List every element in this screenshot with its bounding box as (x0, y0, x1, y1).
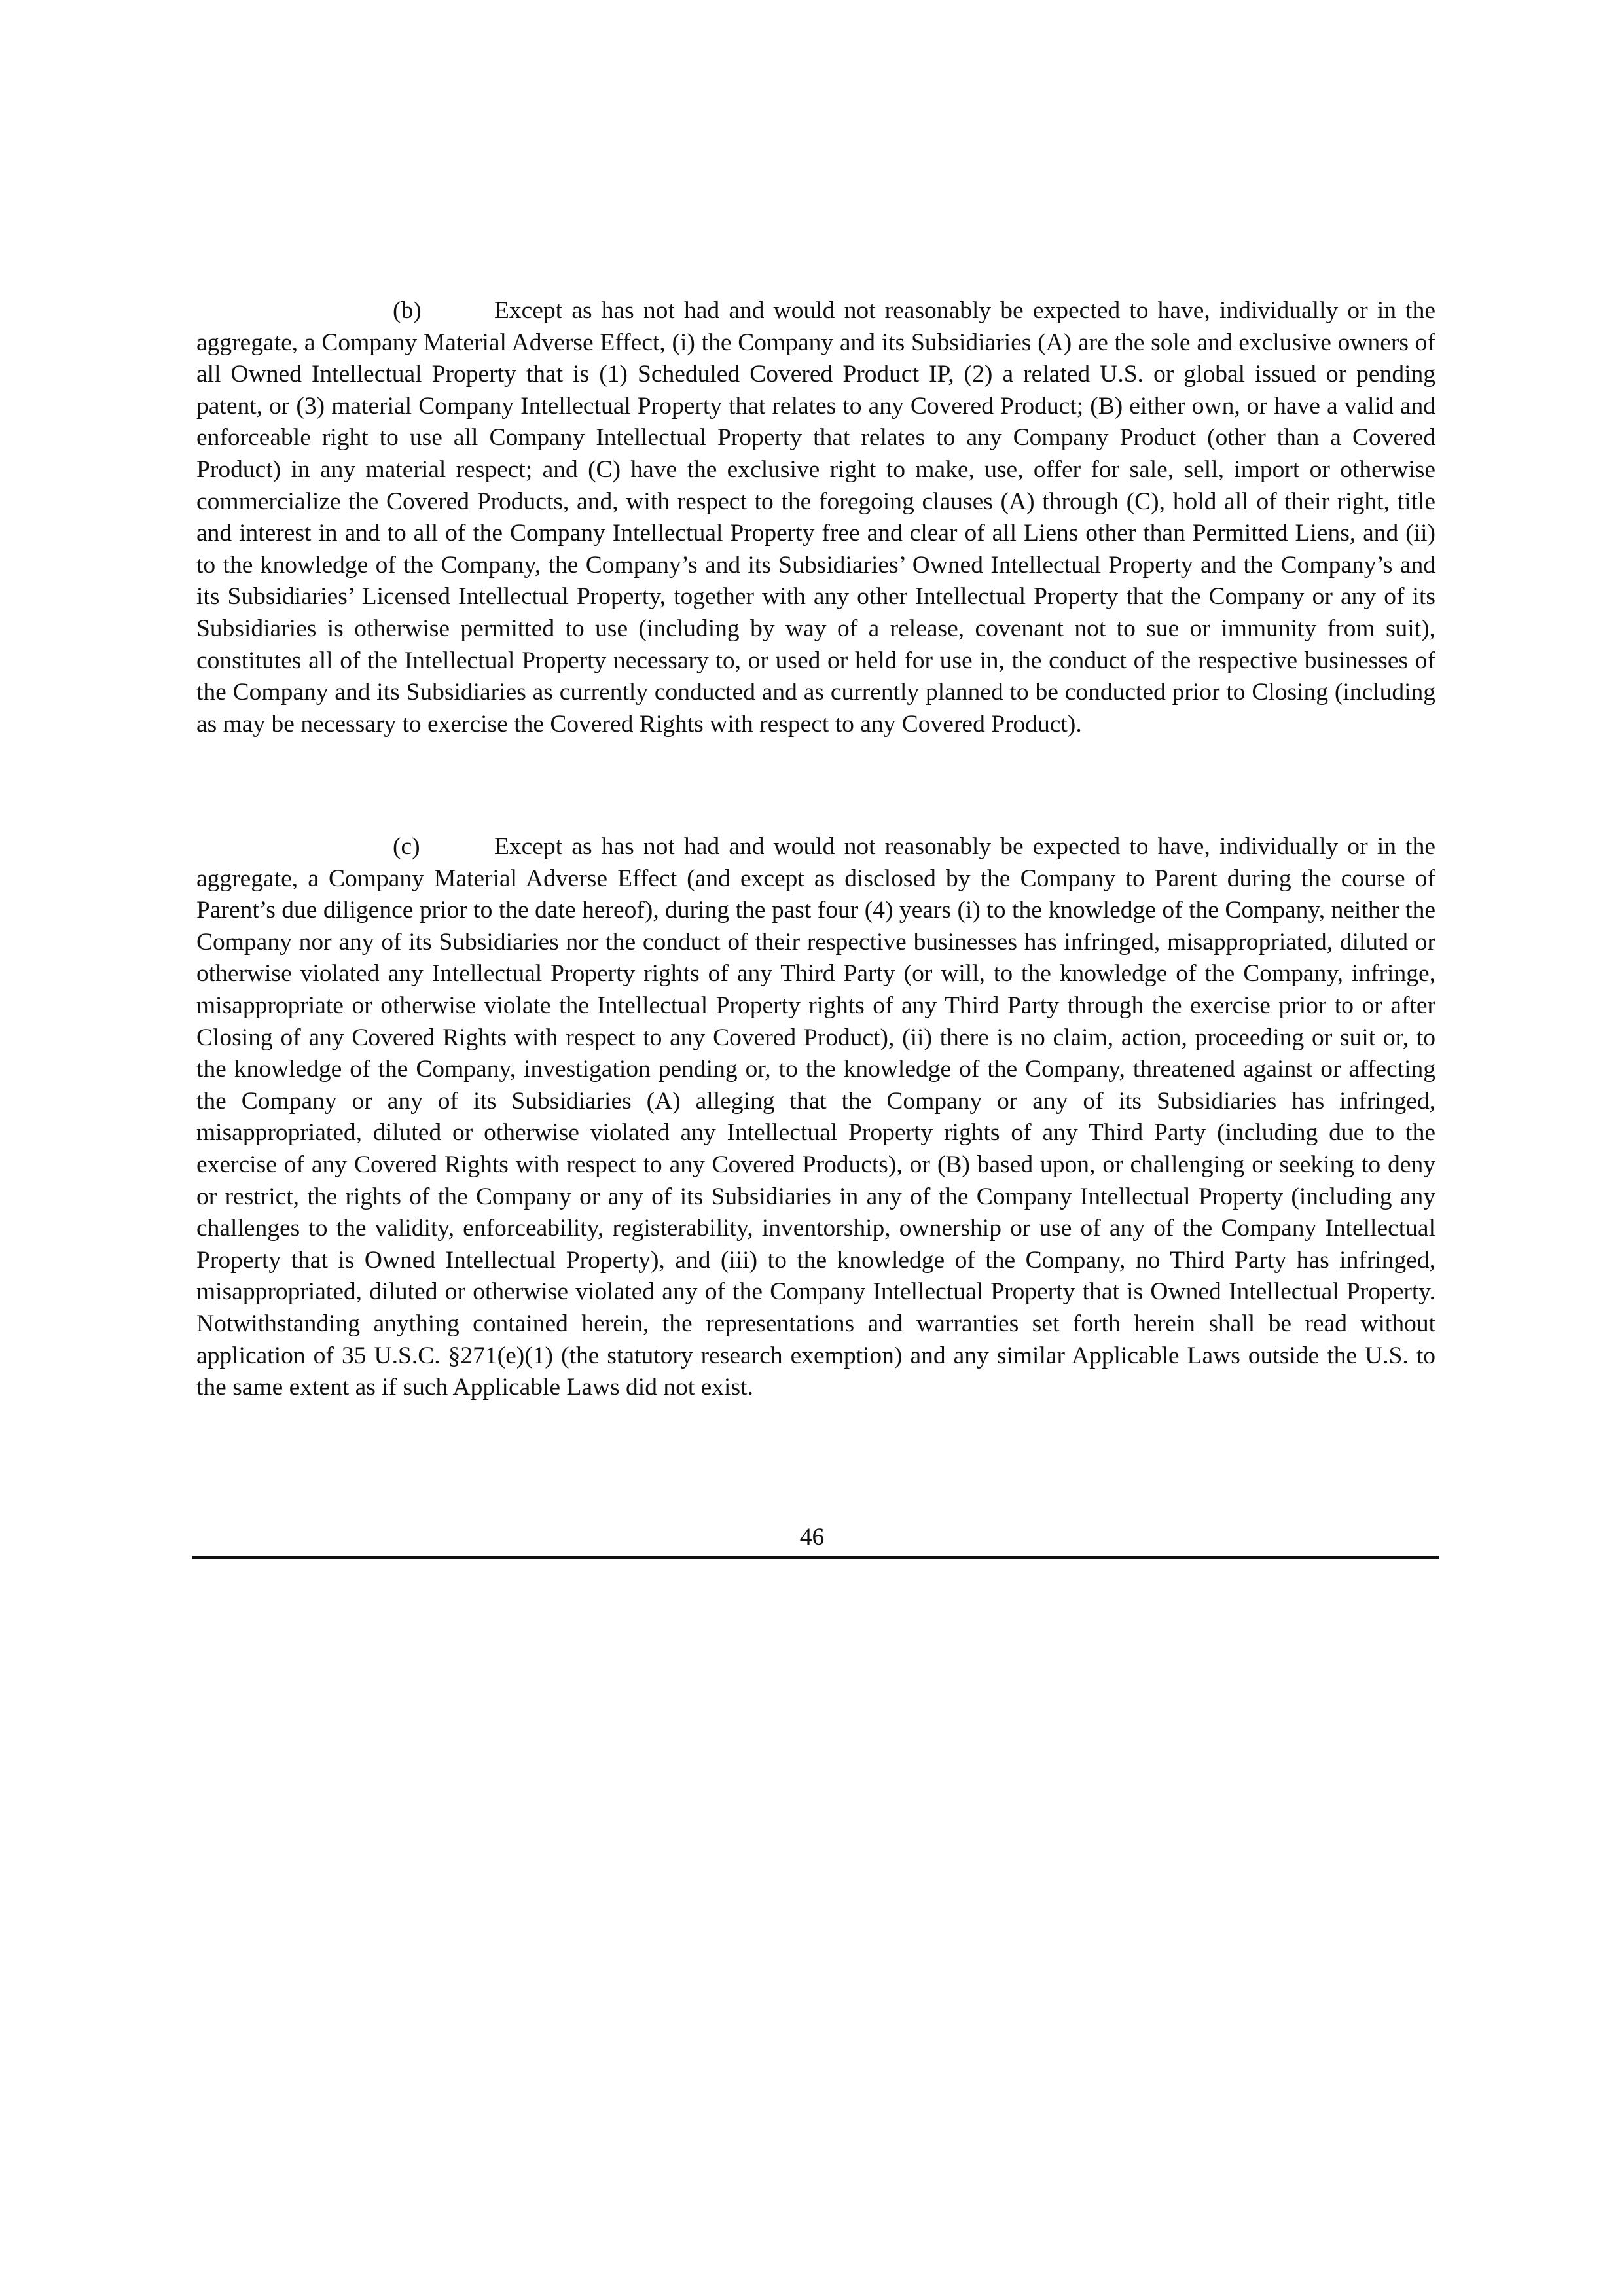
paragraph-b-number: (b) (393, 297, 422, 324)
paragraph-b-text: Except as has not had and would not reasonably be expected to have, individually or in the aggregate, a Company Material Adverse Effect, (i) the Company and its Subsidiaries (A) are the sole and exclusive owners of all Owned Intellectual Property that is (1) Scheduled Covered Product IP, (2) a related U.S. or global issued or pending patent, or (3) material Company Intellectual Property that relates to any Covered Product; (B) either own, or have a valid and enforceable right to use all Company Intellectual Property that relates to any Company Product (other than a Covered Product) in any material respect; and (C) have the exclusive right to make, use, offer for sale, sell, import or otherwise commercialize the Covered Products, and, with respect to the foregoing clauses (A) through (C), hold all of their right, title and interest in and to all of the Company Intellectual Property free and clear of all Liens other than Permitted Liens, and (ii) to the knowledge of the Company, the Company’s and its Subsidiaries’ Owned Intellectual Property and the Company’s and its Subsidiaries’ Licensed Intellectual Property, together with any other Intellectual Property that the Company or any of its Subsidiaries is otherwise permitted to use (including by way of a release, covenant not to sue or immunity from suit), constitutes all of the Intellectual Property necessary to, or used or held for use in, the conduct of the respective businesses of the Company and its Subsidiaries as currently conducted and as currently planned to be conducted prior to Closing (including as may be necessary to exercise the Covered Rights with respect to any Covered Product). (196, 297, 1435, 738)
footer-rule (192, 1556, 1439, 1559)
page-number: 46 (799, 1524, 825, 1551)
paragraph-c (196, 831, 1435, 1404)
paragraph-c-text: Except as has not had and would not reasonably be expected to have, individually or in the aggregate, a Company Material Adverse Effect (and except as disclosed by the Company to Parent during the course of Parent’s due diligence prior to the date hereof), during the past four (4) years (i) to the knowledge of the Company, neither the Company nor any of its Subsidiaries nor the conduct of their respective businesses has infringed, misappropriated, diluted or otherwise violated any Intellectual Property rights of any Third Party (or will, to the knowledge of the Company, infringe, misappropriate or otherwise violate the Intellectual Property rights of any Third Party through the exercise prior to or after Closing of any Covered Rights with respect to any Covered Product), (ii) there is no claim, action, proceeding or suit or, to the knowledge of the Company, investigation pending or, to the knowledge of the Company, threatened against or affecting the Company or any of its Subsidiaries (A) alleging that the Company or any of its Subsidiaries has infringed, misappropriated, diluted or otherwise violated any Intellectual Property rights of any Third Party (including due to the exercise of any Covered Rights with respect to any Covered Products), or (B) based upon, or challenging or seeking to deny or restrict, the rights of the Company or any of its Subsidiaries in any of the Company Intellectual Property (including any challenges to the validity, enforceability, registerability, inventorship, ownership or use of any of the Company Intellectual Property that is Owned Intellectual Property), and (iii) to the knowledge of the Company, no Third Party has infringed, misappropriated, diluted or otherwise violated any of the Company Intellectual Property that is Owned Intellectual Property. Notwithstanding anything contained herein, the representations and warranties set forth herein shall be read without application of 35 U.S.C. §271(e)(1) (the statutory research exemption) and any similar Applicable Laws outside the U.S. to the same extent as if such Applicable Laws did not exist. (196, 833, 1435, 1401)
paragraph-b (196, 295, 1435, 740)
paragraph-c-number: (c) (393, 833, 420, 860)
